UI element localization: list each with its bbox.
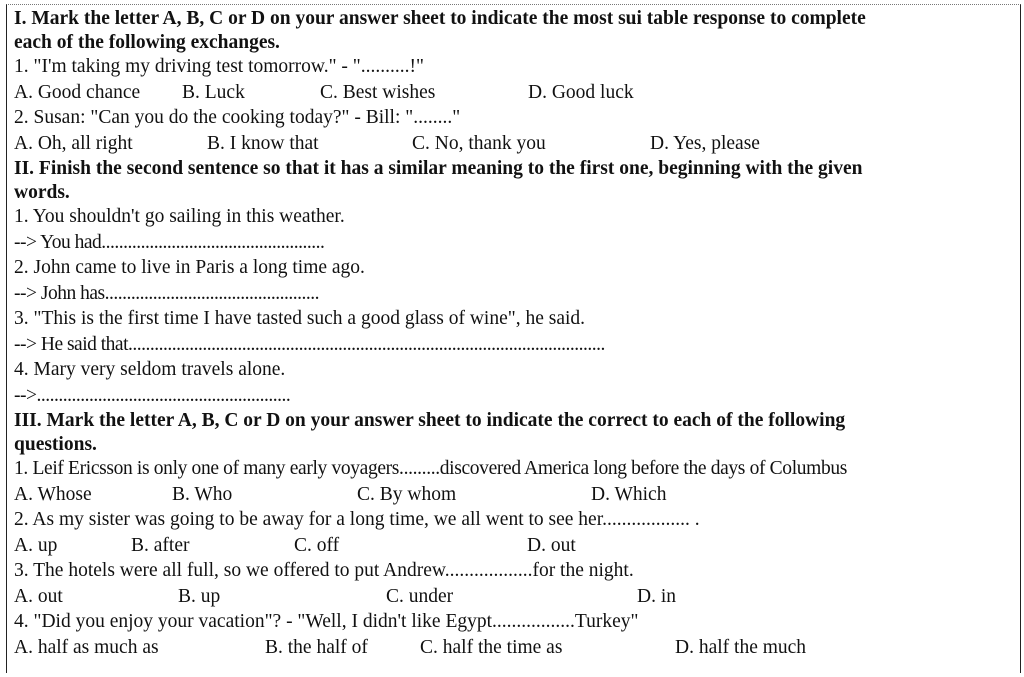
s3-q1-option-a: A. Whose <box>14 483 92 505</box>
s1-q2-stem: 2. Susan: "Can you do the cooking today?" - Bill: "........" <box>14 107 461 128</box>
s3-q1-option-b: B. Who <box>172 483 233 505</box>
s1-q1-options <box>14 80 1009 106</box>
s2-item2-sentence: 2. John came to live in Paris a long time ago. <box>14 257 365 278</box>
s2-item2-answer: --> John has................................................. <box>14 282 319 304</box>
s1-q1-option-c: C. Best wishes <box>320 81 436 103</box>
s3-q3-option-c: C. under <box>386 585 454 607</box>
s1-q1-option-b: B. Luck <box>182 81 245 103</box>
s3-q3-option-b: B. up <box>178 585 221 607</box>
s1-q1-stem: 1. "I'm taking my driving test tomorrow." - "..........!" <box>14 56 424 77</box>
s3-q1-option-c: C. By whom <box>357 483 457 505</box>
s3-q1-option-d: D. Which <box>591 483 667 505</box>
s2-item3-sentence: 3. "This is the first time I have tasted such a good glass of wine", he said. <box>14 308 586 329</box>
section-3-heading: III. Mark the letter A, B, C or D on your answer sheet to indicate the correct to each of the following <box>14 410 846 431</box>
s3-q2-option-b: B. after <box>131 534 190 556</box>
s3-q2-option-c: C. off <box>294 534 340 556</box>
s3-q4-option-d: D. half the much <box>675 636 807 658</box>
s3-q4-stem: 4. "Did you enjoy your vacation"? - "Well, I didn't like Egypt.................Turkey" <box>14 611 639 632</box>
s1-q2-options <box>14 131 1009 157</box>
s1-q2-option-a: A. Oh, all right <box>14 132 133 154</box>
s3-q4-option-c: C. half the time as <box>420 636 563 658</box>
s1-q1-option-a: A. Good chance <box>14 81 141 103</box>
s2-item3-answer: --> He said that............................................................................................................. <box>14 333 605 355</box>
s1-q2-option-b: B. I know that <box>207 132 319 154</box>
s3-q3-option-d: D. in <box>637 585 676 607</box>
section-1-heading: I. Mark the letter A, B, C or D on your answer sheet to indicate the most sui table response to complete <box>14 8 866 29</box>
section-1-heading-cont: each of the following exchanges. <box>14 32 280 53</box>
s1-q1-option-d: D. Good luck <box>528 81 634 103</box>
s3-q3-option-a: A. out <box>14 585 63 607</box>
s2-item4-sentence: 4. Mary very seldom travels alone. <box>14 359 286 380</box>
s3-q3-stem: 3. The hotels were all full, so we offered to put Andrew..................for the night. <box>14 560 634 581</box>
s3-q1-options <box>14 482 1009 508</box>
s3-q4-options <box>14 635 1009 661</box>
s3-q4-option-b: B. the half of <box>265 636 368 658</box>
s3-q4-option-a: A. half as much as <box>14 636 159 658</box>
section-2-heading-cont: words. <box>14 182 70 203</box>
document-body <box>14 6 1009 660</box>
s1-q2-option-d: D. Yes, please <box>650 132 760 154</box>
s3-q2-options <box>14 533 1009 559</box>
s3-q2-option-a: A. up <box>14 534 58 556</box>
s3-q2-stem: 2. As my sister was going to be away for a long time, we all went to see her.................. . <box>14 509 700 530</box>
s2-item1-answer: --> You had................................................... <box>14 231 325 253</box>
s3-q1-stem: 1. Leif Ericsson is only one of many early voyagers.........discovered America long before the days of Columbus <box>14 458 848 479</box>
s3-q2-option-d: D. out <box>527 534 576 556</box>
section-2-heading: II. Finish the second sentence so that it has a similar meaning to the first one, beginning with the given <box>14 158 863 179</box>
section-3-heading-cont: questions. <box>14 434 97 455</box>
s1-q2-option-c: C. No, thank you <box>412 132 546 154</box>
s2-item1-sentence: 1. You shouldn't go sailing in this weather. <box>14 206 345 227</box>
s2-item4-answer: -->.......................................................... <box>14 384 291 406</box>
s3-q3-options <box>14 584 1009 610</box>
